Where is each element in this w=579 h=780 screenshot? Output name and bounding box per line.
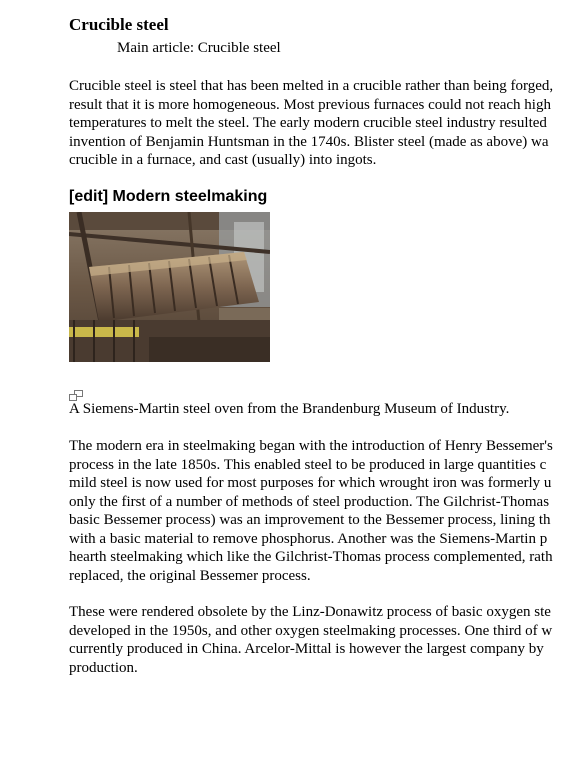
paragraph-line: replaced, the original Bessemer process.: [69, 567, 311, 584]
paragraph-line: process in the late 1850s. This enabled steel to be produced in large quantities c: [69, 456, 547, 473]
paragraph-line: only the first of a number of methods of steel production. The Gilchrist-Thomas: [69, 493, 550, 510]
paragraph-line: temperatures to melt the steel. The early modern crucible steel industry resulted: [69, 115, 547, 131]
main-article-link[interactable]: Main article: Crucible steel: [117, 40, 281, 56]
image-caption: A Siemens-Martin steel oven from the Brandenburg Museum of Industry.: [69, 401, 510, 417]
paragraph-line: mild steel is now used for most purposes for which wrought iron was formerly u: [69, 475, 552, 491]
section-heading-crucible-steel: Crucible steel: [69, 15, 169, 34]
paragraph-line: hearth steelmaking which like the Gilchrist-Thomas process complemented, rath: [69, 549, 553, 565]
siemens-martin-oven-image[interactable]: [69, 212, 270, 362]
paragraph-line: with a basic material to remove phosphorus. Another was the Siemens-Martin p: [69, 530, 548, 547]
modern-steelmaking-paragraph-2: [69, 603, 579, 677]
paragraph-line: crucible in a furnace, and cast (usually) into ingots.: [69, 152, 377, 168]
paragraph-line: production.: [69, 659, 138, 676]
paragraph-line: result that it is more homogeneous. Most previous furnaces could not reach high: [69, 96, 551, 113]
paragraph-line: invention of Benjamin Huntsman in the 1740s. Blister steel (made as above) wa: [69, 133, 549, 150]
enlarge-icon[interactable]: [69, 388, 83, 399]
modern-steelmaking-paragraph-1: [69, 437, 579, 585]
section-heading-modern-steelmaking[interactable]: [edit] Modern steelmaking: [69, 188, 268, 205]
paragraph-line: developed in the 1950s, and other oxygen steelmaking processes. One third of w: [69, 622, 553, 639]
crucible-steel-paragraph: [69, 77, 579, 170]
paragraph-line: Crucible steel is steel that has been melted in a crucible rather than being forged,: [69, 78, 554, 94]
paragraph-line: The modern era in steelmaking began with the introduction of Henry Bessemer's: [69, 438, 553, 454]
paragraph-line: basic Bessemer process) was an improvement to the Bessemer process, lining th: [69, 512, 551, 528]
paragraph-line: currently produced in China. Arcelor-Mittal is however the largest company by: [69, 641, 544, 657]
paragraph-line: These were rendered obsolete by the Linz-Donawitz process of basic oxygen ste: [69, 604, 551, 620]
